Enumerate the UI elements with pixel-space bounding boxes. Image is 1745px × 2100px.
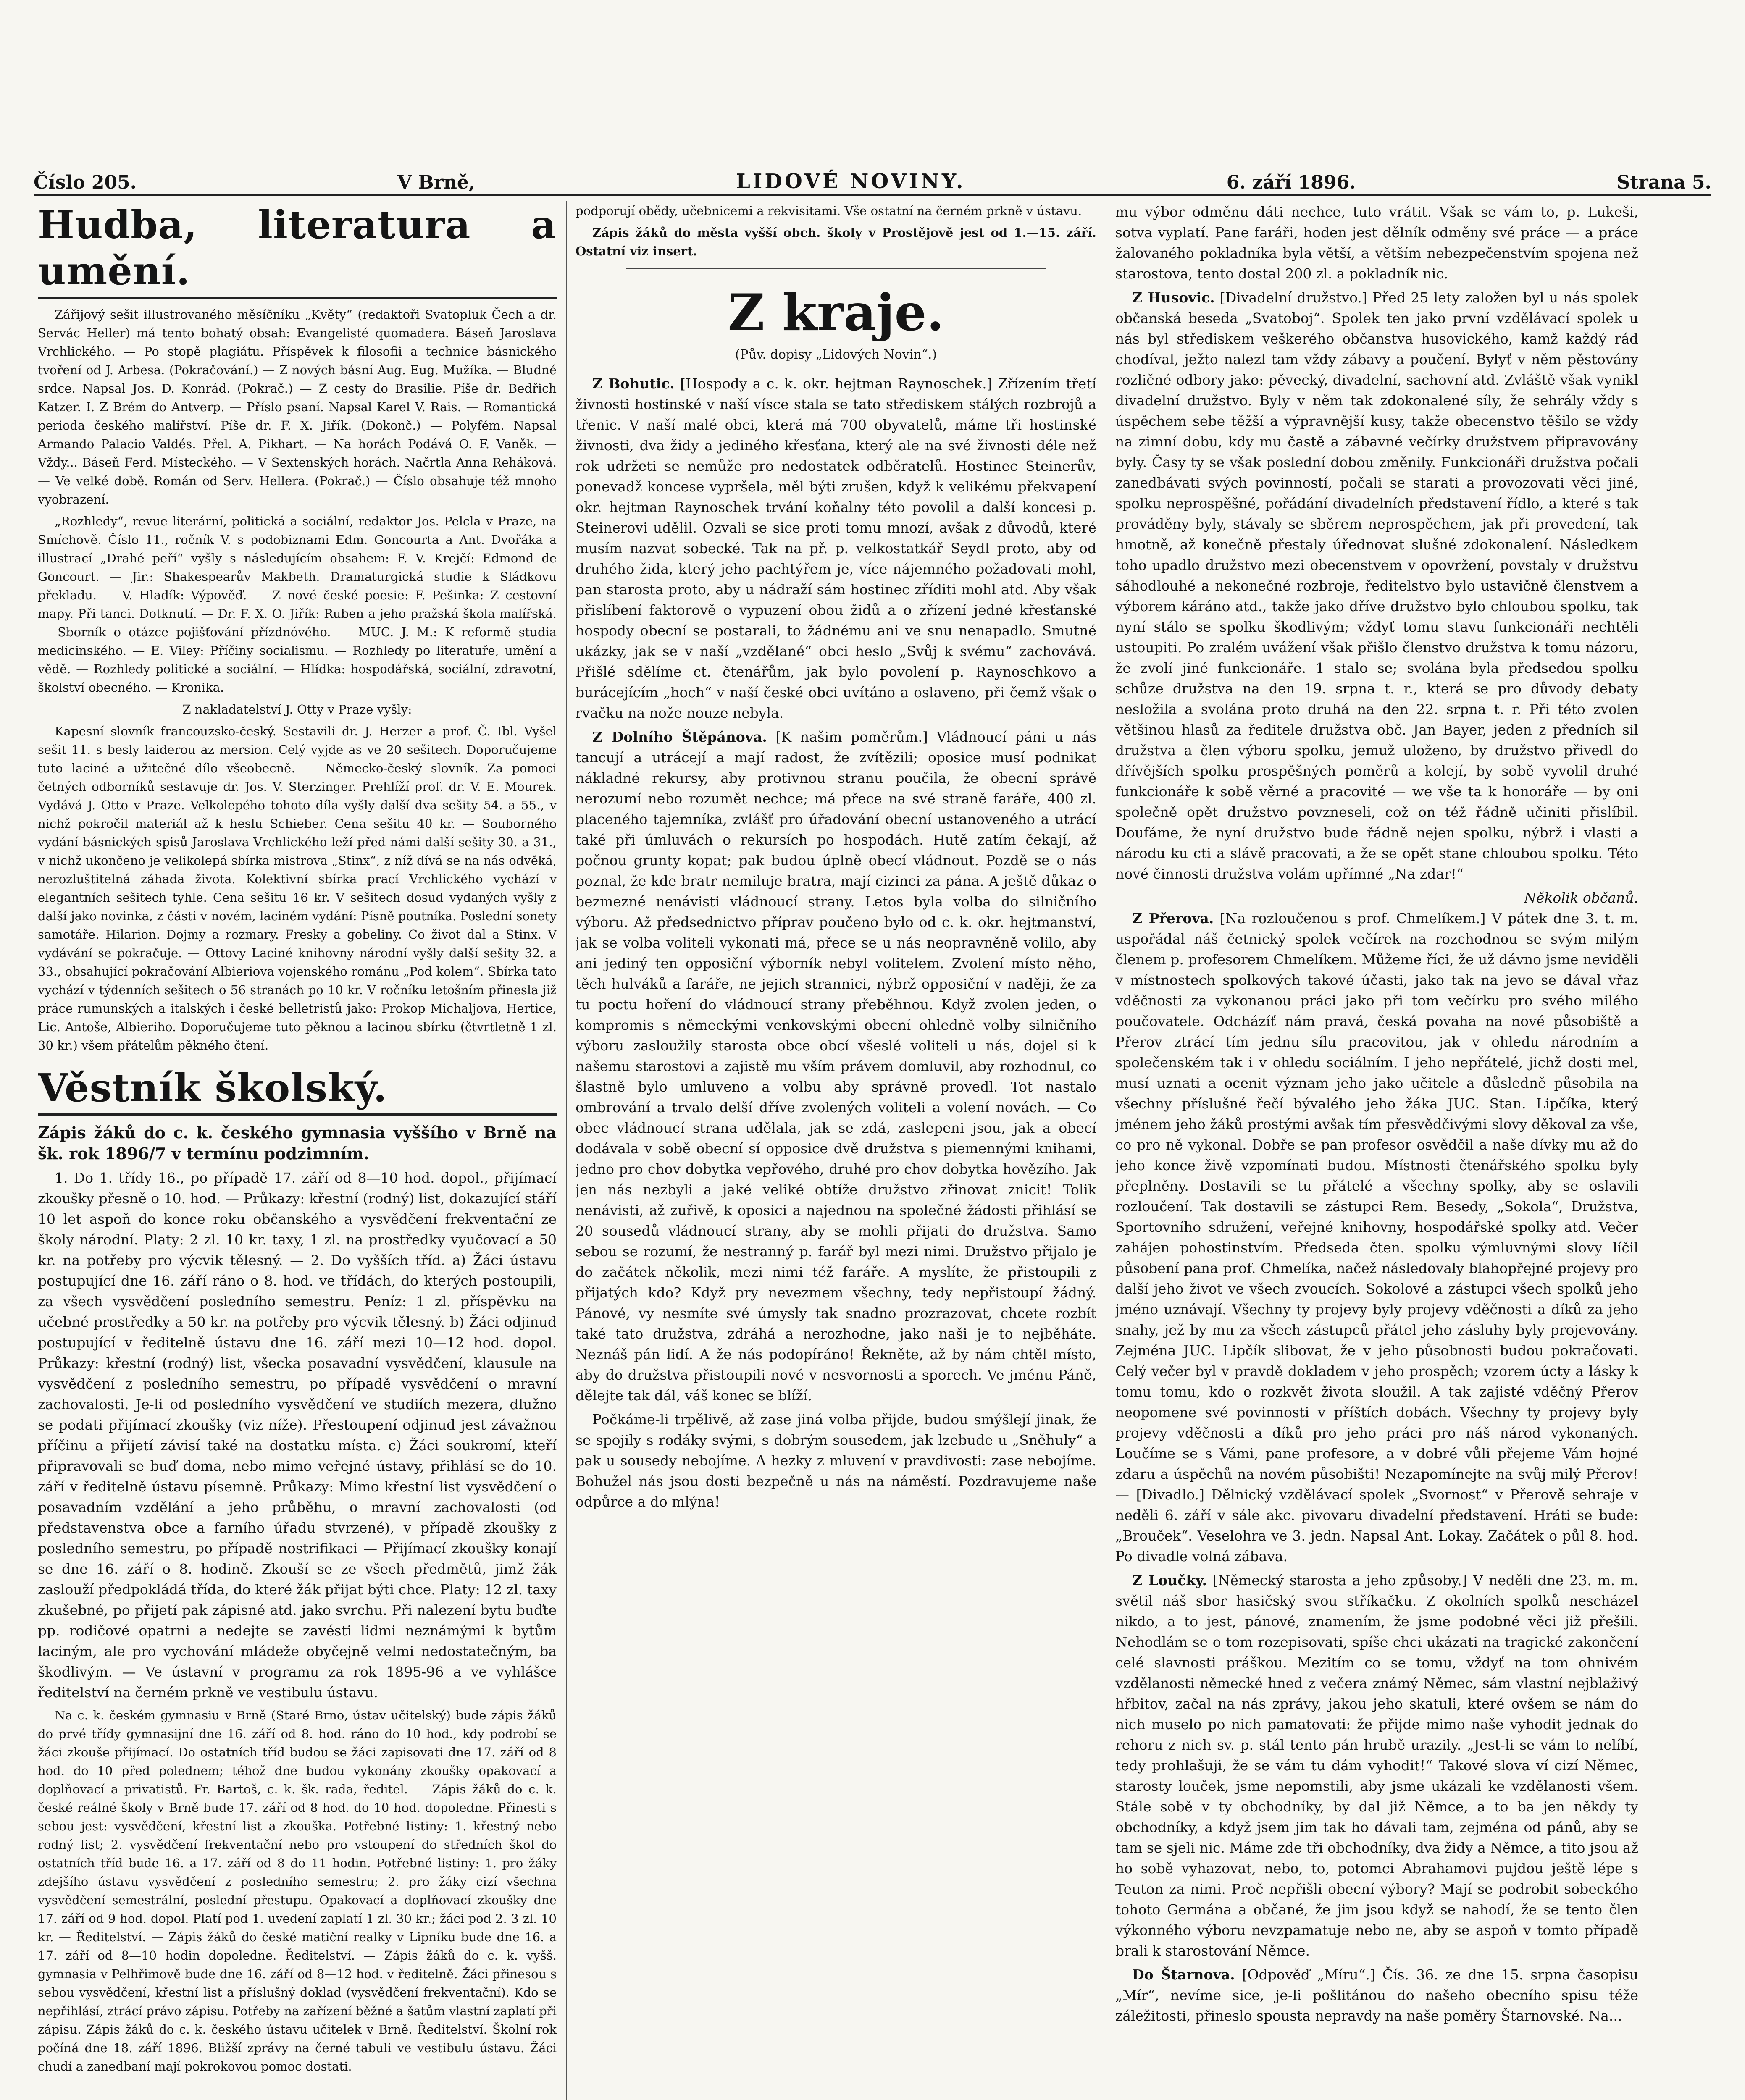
dateline-stepanov: Z Dolního Štěpánova. xyxy=(592,729,767,745)
note-prostejov: Zápis žáků do města vyšší obch. školy v Prostějově jest od 1.—15. září. Ostatní viz insert. xyxy=(576,226,1096,258)
dateline-loucky: Z Loučky. xyxy=(1132,1572,1207,1588)
section-title-vestnik: Věstník školský. xyxy=(38,1065,557,1116)
article-rozhledy: „Rozhledy“, revue literární, politická a sociální, redaktor Jos. Pelcla v Praze, na Smíchově. Číslo 11., ročník V. s podobiznami Edm. Goncourta a Ant. Dvořáka a illustrací „Drahé peří“ vyšly s následujícím obsahem: F. V. Krejčí: Edmond de Goncourt. — Jir.: Shakespearův Makbeth. Dramaturgická studie k Sládkovu překladu. — V. Hladík: Výpověď. — Z nové české poesie: F. Pešinka: Z cestovní mapy. Při tanci. Dotknutí. — Dr. F. X. O. Jiřík: Ruben a jeho pražská škola malířská. — Sborník o otázce pojišťování přízdnóvého. — MUC. J. M.: K reformě studia medicinského. — E. Viley: Příčiny socialismu. — Rozhledy po literatuře, umění a vědě. — Rozhledy politické a sociální. — Hlídka: hospodářská, sociální, zdravotní, školství obecného. — Kronika. xyxy=(38,514,557,695)
dateline-starnov: Do Štarnova. xyxy=(1132,1966,1235,1983)
column-3 xyxy=(1115,202,1638,2100)
separator xyxy=(626,268,1046,269)
article-starnov: Čís. 36. ze dne 15. srpna časopisu „Mír“, nevíme sice, je-li pošlitánou do našeho obecního spisu téže záležitosti, přineslo spousta nepravdy na naše poměry Štarnovské. Na... xyxy=(1115,1966,1638,2024)
page-number: Strana 5. xyxy=(1616,172,1711,193)
masthead-rule xyxy=(34,194,1711,196)
article-husovic: Před 25 lety založen byl u nás spolek občanská beseda „Svatoboj“. Spolek ten jako první vzdělávací spolek u nás byl střediskem veškerého občanstva husovického, kamž každý rád chodíval, ježto nalezl tam vždy zábavy a poučení. Bylyť v něm pěstovány rozličné odbory jako: pěvecký, divadelní, sachovní atd. Zvláště však vynikl divadelní družstvo. Byly v něm tak zdokonalené síly, že sehrály vždy s úspěchem sebe těžší a výpravnější kusy, takže obecenstvo těšilo se vždy na zimní dobu, kdy mu častě a zábavné večírky družstvem připravovány byly. Časy ty se však poslední dobou změnily. Funkcionáři družstva počali zanedbávati svých povinností, počali se starati a provozovati věci jiné, spolku neprospěšné, pořádání divadelních představení řídlo, a které s tak prováděny byly, stávaly se sběrem neprospěchem, jak při provedení, tak hmotně, až konečně přestaly úřednovat slušné zdokonalení. Následkem toho upadlo družstvo mezi obecenstvem v opovržení, povstaly v družstvu sáhodlouhé a nekonečné rozbroje, ředitelstvo bylo ustavičně členstvem a výborem káráno atd., takže jako dříve družstvo bylo chloubou spolku, tak nyní stálo se spolku škodlivým; vždyť tomu stavu funkcionáři nechtěli ustoupiti. Po zralém uvážení však přišlo členstvo družstva k tomu názoru, že zvolí jiné funkcionáře. 1 stalo se; svolána byla předsedou spolku schůze družstva na den 19. srpna t. r., která se pro důvody debaty nesložila a svolána proto druhá na den 22. srpna t. r. Při této zvolen většinou hlasů za ředitele družstva obč. Jan Bayer, jeden z předních sil družstva a člen výboru spolku, jemuž uloženo, by družstvo přivedl do dřívějších spolku prospěšných poměrů a kolejí, by sobě vyvolil druhé funkcionáře k sobě věrné a pracovité — we vše ta k honoráře — by oni společně opět družstvo povzneseli, což on též řádně učiniti přislíbil. Doufáme, že nyní družstvo bude řádně nejen spolku, nýbrž i vlasti a národu ku cti a slávě pracovati, a že se opět stane chloubou spolku. Této nové činnosti družstva volám upřímné „Na zdar!“ xyxy=(1115,289,1638,882)
note-top: podporují obědy, učebnicemi a rekvisitami. Vše ostatní na černém prkně v ústavu. xyxy=(576,204,1082,218)
article-stepanov-cont: Počkáme-li trpělivě, až zase jiná volba přijde, budou smýšlejí jinak, že se spojily s rodáky svými, s dobrým sousedem, jak lzebude u „Sněhuly“ a pak u sousedy nebojíme. A hezky z mluvení v pravdivosti: zase nebojíme. Bohužel nás jsou dosti bezpečně u nás na náměstí. Pozdravujeme naše odpůrce a do mlýna! xyxy=(576,1411,1096,1510)
tag-bohutic: [Hospody a c. k. okr. hejtman Raynoschek.] xyxy=(680,375,992,392)
place: V Brně, xyxy=(397,172,476,193)
article-loucky: V neděli dne 23. m. m. světil náš sbor hasičský svou stříkačku. Z okolních spolků nescházel nikdo, a to jest, pánové, znamením, že jsme podobné věci již přešili. Nehodlám se o tom rozepisovati, spíše chci ukázati na tragické zakončení celé slavnosti práškou. Mezitím co se tomu, vždyť na tom ohnivém vzdělanosti německé hned z večera známý Němec, sám vlastní nejblaživý hřbitov, začal na nás zprávy, jakou jeho skatuli, které ovšem se nám do nich muselo po nich pamatovati: že přijde mimo naše vyhodit jednak do rehoru z nich sv. p. stál tento pán hrubě urazily. „Jest-li se vám to nelíbí, tedy prohlašuji, že se vám tu dám vyhodit!“ Takové slova ví cizí Němec, starosty louček, jsme nepomstili, aby jsme ukázali ke vzdělanosti všem. Stále sobě v ty obchodníky, by dal již Němce, a to ba jen někdy ty obchodníky, a když jsem jim tak ho dávali tam, zejména od pánů, aby se tam se sjeli nic. Máme zde tři obchodníky, dva židy a Němce, a tito jsou až ho sobě vyhazovat, nebo, to, potomci Abrahamovi pujdou ještě lépe s Teuton za nimi. Proč nepřišli obecní výbory? Mají se podrobit sobeckého tohoto Germána a občané, že jim jsou když se nahodí, že se tento člen výkonného výboru nevzpamatuje nebo ne, aby se aspoň v tomto případě brali k starostování Němce. xyxy=(1115,1572,1638,1959)
article-prerov: V pátek dne 3. t. m. uspořádal náš četnický spolek večírek na rozchodnou se svým milým členem p. profesorem Chmelíkem. Můžeme říci, že už dávno jsme neviděli v místnostech spolkových takové účasti, jako tak na jevo se dával vřaz vděčnosti za vykonanou práci jako při tom večírku pro svého milého poučovatele. Odcházíť nám pravá, česká povaha na nové působiště a Přerov ztrácí tím jednu sílu pracovitou, jak v ohledu národním a společenském tak i v ohledu sociálním. I jeho nepřátelé, jichž dosti mel, musí uznati a ocenit význam jeho jako učitele a důsledně působila na všechny příslušné řečí bývalého jeho žáka JUC. Stan. Lipčíka, který jménem jeho žáků prostými avšak tím přesvědčivými slovy děkoval za vše, co pro ně vykonal. Dobře se pan profesor osvědčil a naše dívky mu až do jeho konce živě vzpomínati budou. Místnosti čtenářského spolku byly přeplněny. Dostavili se tu přátelé a všechny spolky, aby se oslavili rozloučení. Tak dostavili se zástupci Rem. Besedy, „Sokola“, Družstva, Sportovního sdružení, veřejné knihovny, hospodářské spolky atd. Večer zahájen pohostinstvím. Předseda čten. spolku výmluvnými slovy líčil působení pana prof. Chmelíka, načež následovaly blahopřejné projevy pro další jeho život ve všech zvoucích. Sokolové a zástupci všech spolků jeho jméno uznávají. Všechny ty projevy byly projevy vděčnosti a díků za jeho snahy, jež by mu za všech zástupců přátel jeho zásluhy byly projevovány. Zejména JUC. Lipčík slibovat, že v jeho působnosti budou pokračovati. Celý večer byl v pravdě dokladem v jeho prospěch; vzorem úcty a lásky k tomu tomu, kdo o rozkvět života sloužil. A tak zajisté vděčný Přerov neopomene své povinnosti v příštích dobách. Všechny ty projevy byly projevy vděčnosti a díků pro jeho práci pro náš národ vykonaných. Loučíme se s Vámi, pane profesore, a v dobré vůli přejeme Vám hojné zdaru a úspěchů na novém působišti! Nezapomínejte na svůj milý Přerov! — [Divadlo.] Dělnický vzdělávací spolek „Svornost“ v Přerově sehraje v neděli 6. září v sále akc. pivovaru divadelní představení. Hráti se bude: „Brouček“. Veselohra ve 3. jedn. Napsal Ant. Lokay. Začátek o půl 8. hod. Po divadle volná zábava. xyxy=(1115,910,1638,1564)
article-continuation: mu výbor odměnu dáti nechce, tuto vrátit. Však se vám to, p. Lukeši, sotva vyplatí. Pane faráři, hoden jest dělník odměny své práce — a práce žalovaného pokladníka byla větší, a větším nebezpečenstvím spojena než starostova, tento dostal 200 zl. a pokladník nic. xyxy=(1115,204,1638,282)
column-1 xyxy=(38,202,557,2100)
tag-starnov: [Odpověď „Míru“.] xyxy=(1242,1966,1375,1983)
section-subtitle: (Pův. dopisy „Lidových Novin“.) xyxy=(735,347,937,362)
newspaper-title: LIDOVÉ NOVINY. xyxy=(736,170,966,193)
otto-intro: Z nakladatelství J. Otty v Praze vyšly: xyxy=(182,702,412,717)
article-bohutic: Zřízením třetí živnosti hostinské v naší vísce stala se tato střediskem stálých rozbrojů a třenic. V naší malé obci, která má 700 obyvatelů, máme tři hostinské živnosti, dva židy a jediného křesťana, který ale na své živnosti déle než rok udržeti se nemůže pro nedostatek odběratelů. Hostinec Steinerův, ponevadž koncese vypršela, měl býti zrušen, když k velikému překvapení okr. hejtman Raynoschek trvání koňalny této povolil a další koncesi p. Steinerovi udělil. Ozvali se sice proti tomu mnozí, avšak z důvodů, které musím nazvat sobecké. Tak na př. p. velkostatkář Seydl proto, aby od druhého žida, který jeho pachtýřem je, více nájemného požadovati mohl, pan starosta proto, aby u nádraží sám hostinec zříditi mohl atd. Aby však přislíbení faktorově o vypuzení obou židů a o zřízení jedné křesťanské hospody obecní se postarali, to žádnému ani ve snu nenapadlo. Smutné ukázky, jak se v naší „vzdělané“ obci heslo „Svůj k svému“ zachovává. Přišlé sdělíme ct. čtenářům, jak bylo povolení p. Raynoschkovo a burácejícím „hoch“ v naší české obci uvítáno a oslaveno, při čemž však o rvačku na nože nouze nebyla. xyxy=(576,375,1096,721)
masthead xyxy=(34,160,1711,193)
dateline-bohutic: Z Bohutic. xyxy=(592,375,675,392)
issue-number: Číslo 205. xyxy=(34,172,137,193)
dateline-husovic: Z Husovic. xyxy=(1132,289,1215,306)
article-kvety: Zářijový sešit illustrovaného měsíčníku „Květy“ (redaktoři Svatopluk Čech a dr. Servác Heller) má tento bohatý obsah: Evangelisté quomadera. Báseň Jaroslava Vrchlického. — Po stopě plagiátu. Příspěvek k filosofii a technice básnického tvoření od J. Arbesa. (Pokračování.) — Z nových básní Aug. Eug. Mužíka. — Bludné srdce. Napsal Jos. D. Konrád. (Pokrač.) — Z cesty do Brasilie. Píše dr. Bedřich Katzer. I. Z Brém do Antverp. — Příslo psaní. Napsal Karel V. Rais. — Romantická perioda českého malířství. Píše dr. F. X. Jiřík. (Dokonč.) — Polyfém. Napsal Armando Palacio Valdés. Přel. A. Pikhart. — Na horách Podává O. F. Vaněk. — Vždy... Báseň Ferd. Místeckého. — V Sextenských horách. Načrtla Anna Reháková. — Ve velké době. Román od Serv. Hellera. (Pokrač.) — Číslo obsahuje též mnoho vyobrazení. xyxy=(38,307,557,507)
column-2 xyxy=(576,202,1096,2100)
tag-prerov: [Na rozloučenou s prof. Chmelíkem.] xyxy=(1219,910,1486,927)
dateline-prerov: Z Přerova. xyxy=(1132,910,1214,927)
tag-husovic: [Divadelní družstvo.] xyxy=(1220,289,1367,306)
column-divider xyxy=(566,201,567,2100)
vestnik-lead: Zápis žáků do c. k. českého gymnasia vyššího v Brně na šk. rok 1896/7 v termínu podzimním. xyxy=(38,1123,557,1163)
signature-husovic: Několik občanů. xyxy=(1524,890,1638,906)
section-title-hudba: Hudba, literatura a umění. xyxy=(38,202,557,299)
zapisy: Na c. k. českém gymnasiu v Brně (Staré Brno, ústav učitelský) bude zápis žáků do prvé třídy gymnasijní dne 16. září od 8. hod. ráno do 10 hod., kdy podrobí se žáci zkouše přijímací. Do ostatních tříd budou se žáci zapisovati dne 17. září od 8 hod. do 10 před polednem; téhož dne budou vykonány zkoušky opakovací a doplňovací a privatistů. Fr. Bartoš, c. k. šk. rada, ředitel. — Zápis žáků do c. k. české reálné školy v Brně bude 17. září od 8 hod. do 10 hod. dopoledne. Přinesti s sebou jest: vysvědčení, křestní list a zkouška. Potřebné listiny: 1. křestný nebo rodný list; 2. vysvědčení frekventační nebo pro vstoupení do středních škol do ostatních tříd bude 16. a 17. září od 8 do 11 hodin. Potřebné listiny: 1. pro žáky zdejšího ústavu vysvědčení z posledního semestru; 2. pro žáky cizí všechna vysvědčení semestrální, poslední přestupu. Opakovací a doplňovací zkoušky dne 17. září od 9 hod. dopol. Platí pod 1. uvedení zaplatí 1 zl. 30 kr.; žáci pod 2. 3 zl. 10 kr. — Ředitelství. — Zápis žáků do české matiční realky v Lipníku bude dne 16. a 17. září od 8—10 hodin dopoledne. Ředitelství. — Zápis žáků do c. k. vyšš. gymnasia v Pelhřimově bude dne 16. září od 8—12 hod. v ředitelně. Žáci přinesou s sebou vysvědčení, křestní list a příslušný doklad (vysvědčení frekventační). Kdo se nepřihlásí, ztrácí právo zápisu. Potřeby na zařízení běžné a šatům vlastní zaplatí při zápisu. Zápis žáků do c. k. českého ústavu učitelek v Brně. Ředitelství. Školní rok počíná dne 18. září 1896. Bližší zprávy na černé tabuli ve vestibulu ústavu. Žáci chudí a zanedbaní mají pokrokovou pomoc dostati. xyxy=(38,1708,557,2074)
tag-loucky: [Německý starosta a jeho způsoby.] xyxy=(1212,1572,1467,1588)
article-otto: Kapesní slovník francouzsko-český. Sestavili dr. J. Herzer a prof. Č. Ibl. Vyšel sešit 11. s besly laiderou az mersion. Celý vyjde as ve 20 sešitech. Doporučujeme tuto laciné a užitečné dílo všeobecně. — Německo-český slovník. Za pomoci četných odborníků sestavuje dr. Jos. V. Sterzinger. Prehlíží prof. dr. V. E. Mourek. Vydává J. Otto v Praze. Velkolepého tohoto díla vyšly další dva sešity 54. a 55., v nichž pokročil materiál až k heslu Schieber. Cena sešitu 40 kr. — Souborného vydání básnických spisů Jaroslava Vrchlického leží před námi další sešity 30. a 31., v nichž ukončeno je velikolepá sbírka mistrova „Stinx“, z níž dívá se na nás odvěká, nerozluštitelná záhada života. Kolektivní sbírka prací Vrchlického vychází v elegantních sešitech tyhle. Cena sešitu 16 kr. V sešitech dosud vydaných vyšly z další jako novinka, z části v novém, laciném vydání: Písně poutníka. Poslední sonety samotáře. Hilarion. Dojmy a rozmary. Fresky a gobeliny. Co život dal a Stinx. V vydávání se pokračuje. — Ottovy Laciné knihovny národní vyšly další sešity 32. a 33., obsahující pokračování Albieriova vojenského románu „Pod kolem“. Sbírka tato vychází v týdenních sešitech o 56 stranách po 10 kr. V ročníku letošním přinesla již práce rumunských a italských i české belletristů jako: Prokop Michaljova, Hertice, Lic. Antoše, Albieriho. Doporučujeme tuto pěknou a lacinou sbírku (čtvrtletně 1 zl. 30 kr.) všem přátelům pěkného čtení. xyxy=(38,724,557,1053)
vestnik-body: 1. Do 1. třídy 16., po případě 17. září od 8—10 hod. dopol., přijímací zkoušky přesně o 10. hod. — Průkazy: křestní (rodný) list, dokazující stáří 10 let aspoň do konce roku občanského a vysvědčení frekventační ze školy národní. Platy: 2 zl. 10 kr. taxy, 1 zl. na prostředky vyučovací a 50 kr. na potřeby pro výcvik tělesný. — 2. Do vyšších tříd. a) Žáci ústavu postupující dne 16. září ráno o 8. hod. ve třídách, do kterých postoupili, za všech vysvědčení posledního semestru. Peníz: 1 zl. příspěvku na učebné prostředky a 50 kr. na potřeby pro výcvik tělesný. b) Žáci odjinud postupující v ředitelně ústavu dne 16. září mezi 10—12 hod. dopol. Průkazy: křestní (rodný) list, všecka posavadní vysvědčení, klausule na vysvědčení z posledního semestru, po případě vysvědčení o mravní zachovalosti. Je-li od posledního vysvědčení ve studiích mezera, dlužno se podati přijímací zkoušky (viz níže). Přestoupení odjinud jest závažnou příčinu a přijetí závisí také na dostatku místa. c) Žáci soukromí, kteří připravovali se buď doma, nebo mimo veřejné ústavy, přihlásí se do 10. září v ředitelně ústavu písemně. Průkazy: Mimo křestní list vysvědčení o posavadním vzdělání a jeho průběhu, o mravní zachovalosti (od představenstva obce a farního úřadu stvrzené), v případě zkoušky z posledního semestru, po případě nostrifikaci — Přijímací zkoušky konají se dne 16. září o 8. hodině. Zkouší se ze všech předmětů, jimž žák zaslouží předpokládá třída, do které žák přijat býti chce. Platy: 12 zl. taxy zkušebné, po přijetí pak zápisné atd. jako svrchu. Při nalezení bytu buďte pp. rodičové opatrni a nedejte se zavésti lidmi neznámými k bytům laciným, ale pro vychování mládeže obyčejně velmi nedostatečným, ba škodlivým. — Ve ústavní v programu za rok 1895-96 a ve vyhlášce ředitelství na černém prkně ve vestibulu ústavu. xyxy=(38,1170,557,1701)
section-title-z-kraje: Z kraje. xyxy=(728,283,944,342)
article-stepanov: Vládnoucí páni u nás tancují a utrácejí a mají radost, že zvítězili; oposice musí podnikat nákladné rekursy, aby protivnou stranu poučila, že obecní správě nerozumí nebo rozumět nechce; má přece na své straně faráře, 400 zl. placeného tajemníka, zvlášť pro úřadování obecní ustanoveného a utrácí také při úmluvách o rekursích po hospodách. Hutě zatím čekají, až počnou grunty kopat; pak budou úplně obecí vládnout. Pozdě se o nás poznal, že kde bratr nemiluje bratra, mají cizinci za pána. A ještě důkaz o bezmezné nenávisti vládnoucí strany. Letos byla volba do silničního výboru. Až předsednictvo příprav poučeno bylo od c. k. okr. hejtmanství, jak se volba voliteli vykonati má, přece se u nás neopravněně volilo, aby ani jediný ten opposiční výborník nebyl volitelem. Zvolení místo něho, těch hulváků a faráře, ne jejich strannici, nýbrž opposiční v naději, že za tu poctu hoření do vládnoucí strany přeběhnou. Když zvolen jeden, o kompromis s německými venkovskými obecní ohledně volby silničního výboru zasloužily starosta obce obcí všeslé voliteli u nás, dojel si k našemu starostovi a zajistě mu vším právem domluvil, aby rozhodnul, co šlastně bylo umluveno a volbu aby správně provedl. Tot nastalo ombrování a trvalo delší dříve zvolených voliteli a volení novách. — Co obec vládnoucí strana udělala, jak se zdá, zaslepeni jsou, jak a obecí dodávala v sobě obecní sí opposice dvě družstva s piemennými knihami, jedno pro chov dobytka vepřového, druhé pro chov dobytka hovězího. Jak jen nás nezbyli a jaké veliké obtíže družstvo zřinovat znicit! Tolik nenávisti, až zuřivě, k oposici a najednou na společné žádosti přihlásí se 20 sousedů vládnoucí strany, aby se mohli přijati do družstva. Samo sebou se rozumí, že nestranný p. farář byl mezi nimi. Družstvo přijalo je do začátek několik, mezi nimi též faráře. A myslíte, že přistoupili z přijatých kdo? Když pry nevezmem všechny, tedy nepřistoupí žádný. Pánové, vy nesmíte své úmysly tak snadno prozrazovat, chcete rozbít také tato družstva, zdráhá a nerozhodne, jako naši je to nejběháte. Neznáš pán lidí. A že nás podopíráno! Řekněte, až by nám chtěl místo, aby do družstva přistoupili nové v nesvornosti a sporech. Ve jménu Páně, dělejte tak dál, váš konec se blíží. xyxy=(576,729,1096,1404)
issue-date: 6. září 1896. xyxy=(1226,172,1356,193)
tag-stepanov: [K našim poměrům.] xyxy=(775,729,928,745)
